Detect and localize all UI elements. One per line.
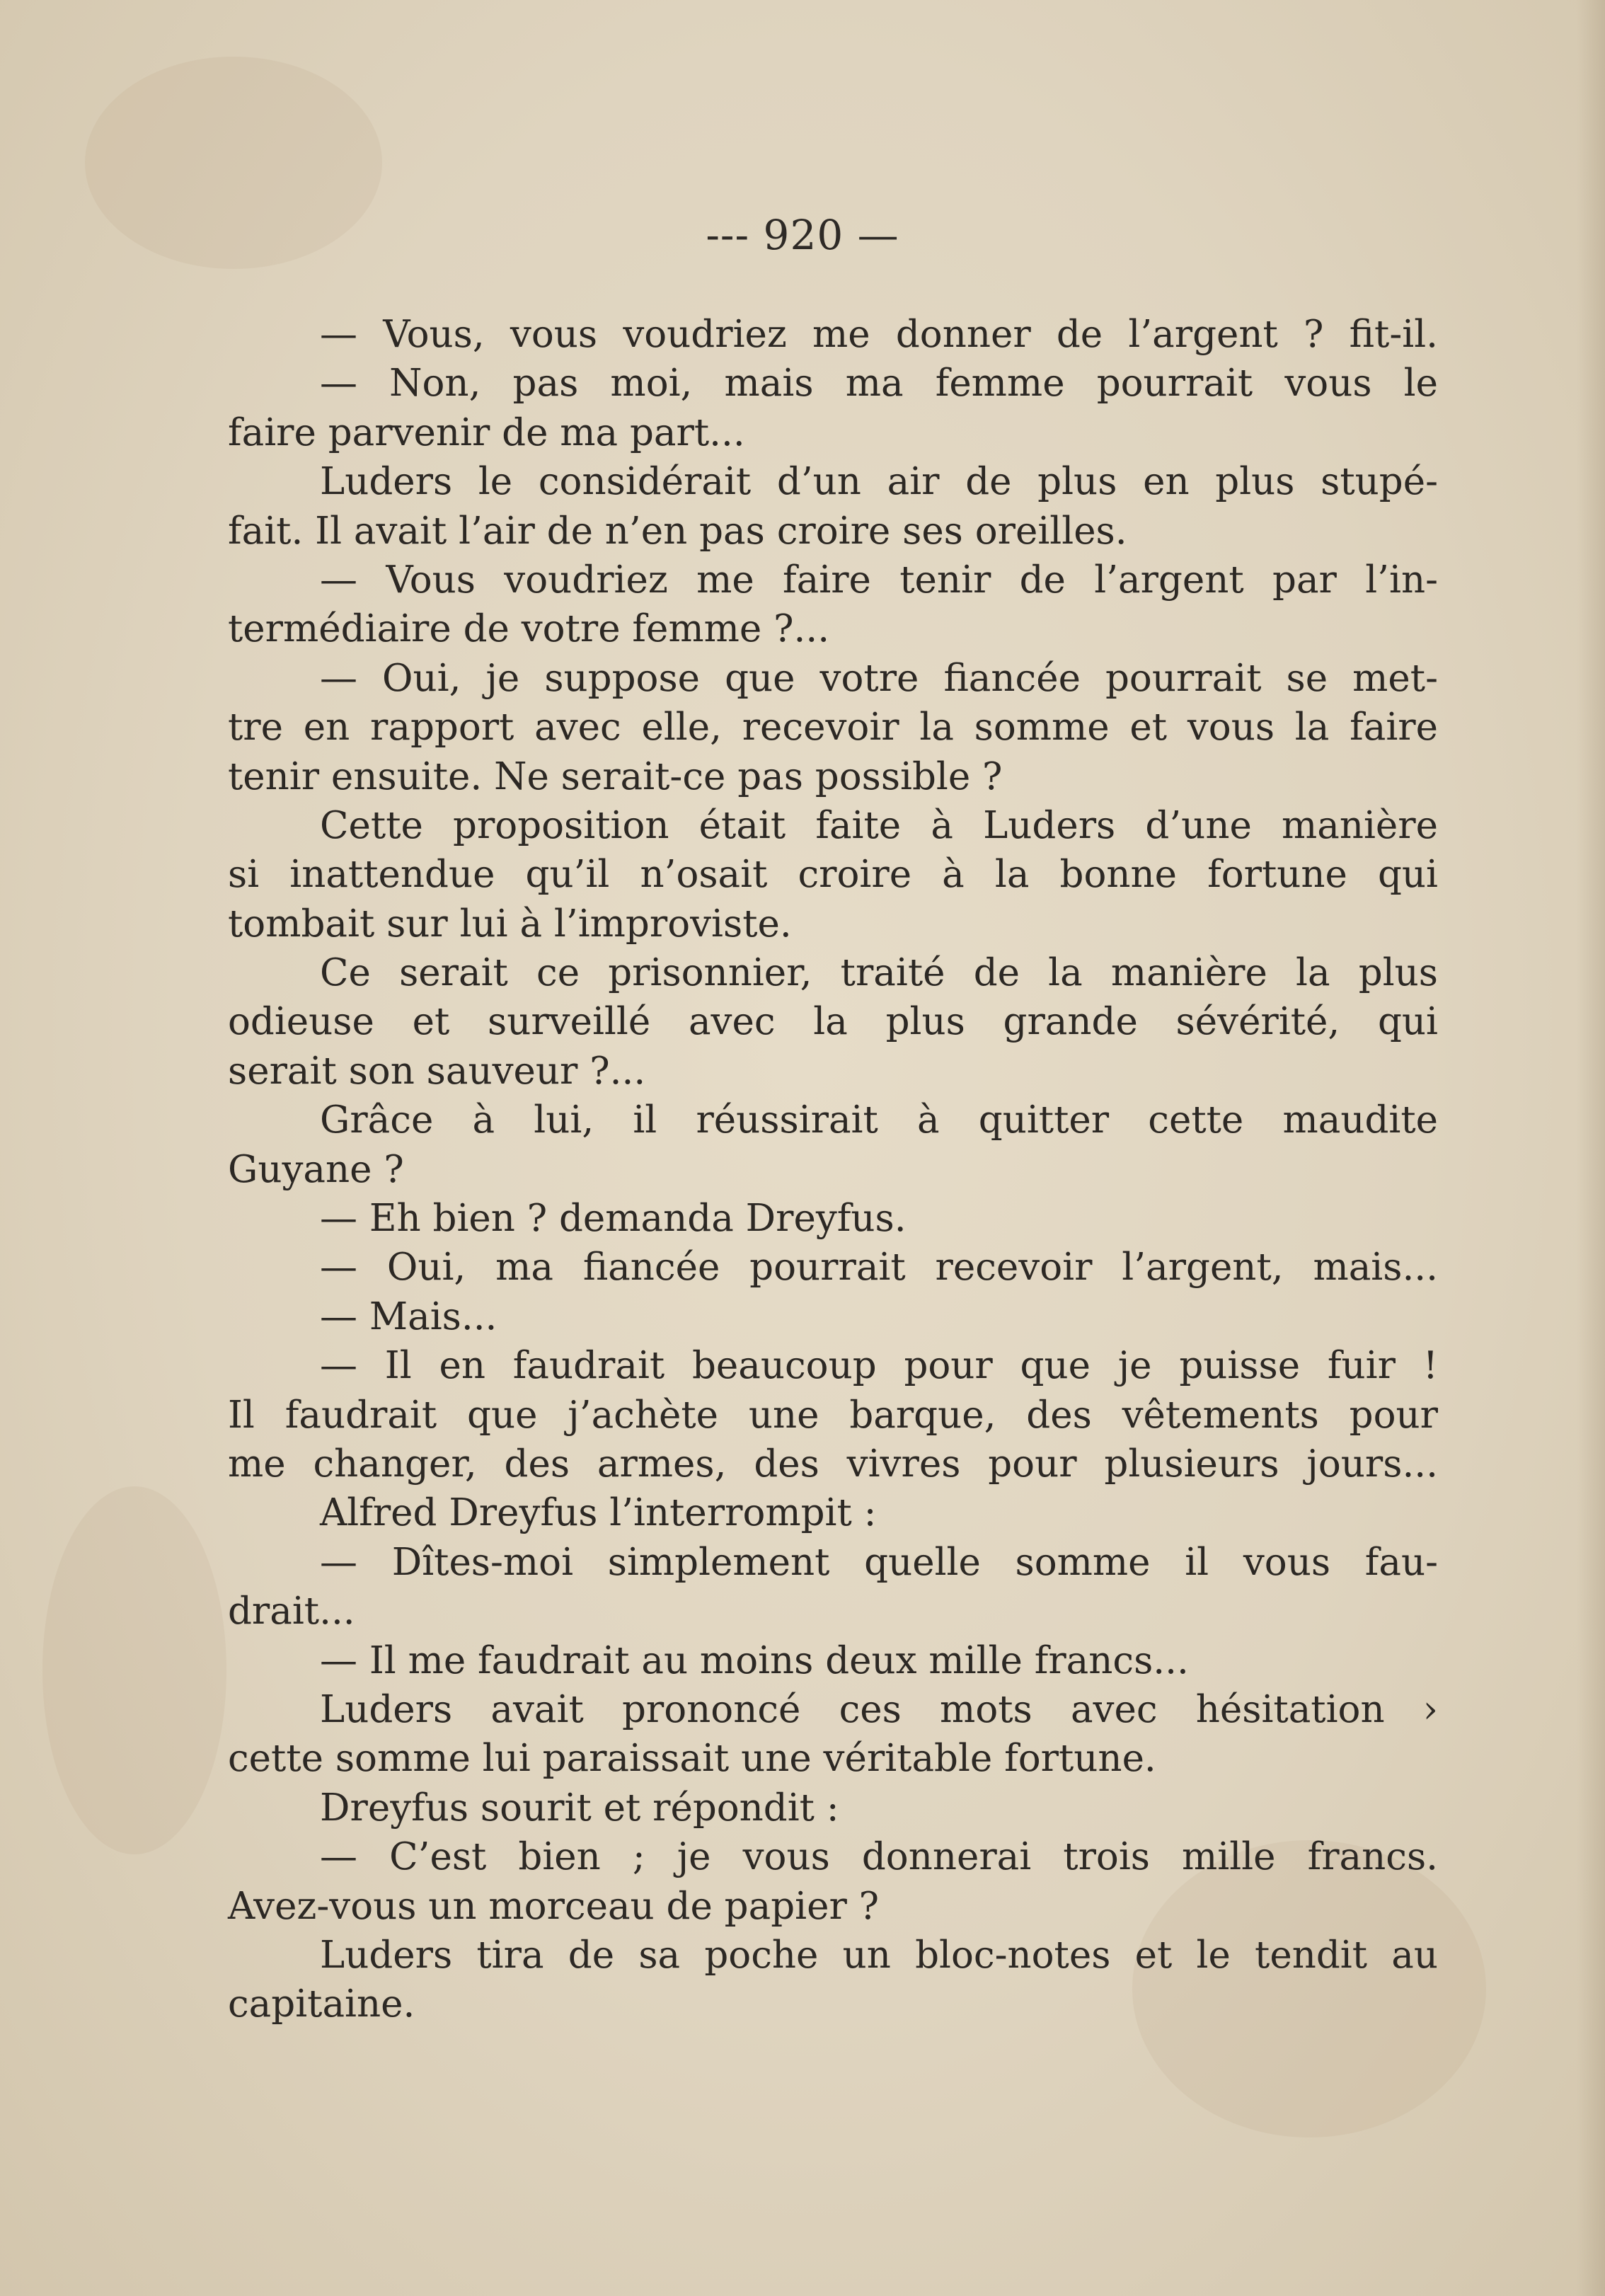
text-line: Grâce à lui, il réussirait à quitter cette maudite [320,1098,1438,1142]
text-line: — Mais... [320,1295,497,1338]
text-line: Il faudrait que j’achète une barque, des vêtements pour [228,1393,1438,1437]
paper-stain [42,1486,226,1854]
text-line: tombait sur lui à l’improviste. [228,902,792,946]
text-line: — C’est bien ; je vous donnerai trois mille francs. [320,1835,1438,1879]
text-line: — Vous voudriez me faire tenir de l’argent par l’in- [320,558,1438,602]
text-line: — Il me faudrait au moins deux mille francs... [320,1638,1189,1682]
text-line: tre en rapport avec elle, recevoir la somme et vous la faire [228,706,1438,750]
text-line: drait... [228,1590,355,1634]
text-line: Dreyfus sourit et répondit : [320,1786,839,1830]
body-text [228,310,1438,2029]
text-line: Cette proposition était faite à Luders d’une manière [320,803,1438,847]
page-number: --- 920 — [706,211,899,259]
text-line: Luders le considérait d’un air de plus en plus stupé- [320,460,1438,504]
text-line: — Dîtes-moi simplement quelle somme il vous fau- [320,1540,1438,1584]
text-line: Ce serait ce prisonnier, traité de la manière la plus [320,951,1438,995]
text-line: odieuse et surveillé avec la plus grande sévérité, qui [228,1000,1438,1044]
text-line: — Eh bien ? demanda Dreyfus. [320,1197,907,1241]
text-line: fait. Il avait l’air de n’en pas croire ses oreilles. [228,509,1127,553]
text-line: si inattendue qu’il n’osait croire à la bonne fortune qui [228,853,1438,897]
text-line: cette somme lui paraissait une véritable fortune. [228,1737,1156,1781]
text-line: Guyane ? [228,1147,404,1191]
text-line: — Vous, vous voudriez me donner de l’argent ? fit-il. [320,313,1438,356]
text-line: — Non, pas moi, mais ma femme pourrait vous le [320,362,1438,406]
text-line: Avez-vous un morceau de papier ? [228,1884,880,1928]
text-line: Luders tira de sa poche un bloc-notes et le tendit au [320,1933,1438,1977]
text-line: me changer, des armes, des vivres pour plusieurs jours... [228,1442,1438,1486]
text-line: capitaine. [228,1982,415,2026]
text-line: — Oui, ma fiancée pourrait recevoir l’argent, mais... [320,1246,1438,1290]
text-line: tenir ensuite. Ne serait-ce pas possible ? [228,754,1003,798]
text-line: — Oui, je suppose que votre fiancée pourrait se met- [320,656,1438,700]
text-line: faire parvenir de ma part... [228,411,745,454]
text-line: Alfred Dreyfus l’interrompit : [320,1491,877,1535]
page-edge-shadow [1577,0,1605,2296]
text-line: Luders avait prononcé ces mots avec hésitation › [320,1687,1438,1731]
text-line: — Il en faudrait beaucoup pour que je puisse fuir ! [320,1344,1438,1388]
text-line: termédiaire de votre femme ?... [228,607,830,651]
text-line: serait son sauveur ?... [228,1049,646,1093]
